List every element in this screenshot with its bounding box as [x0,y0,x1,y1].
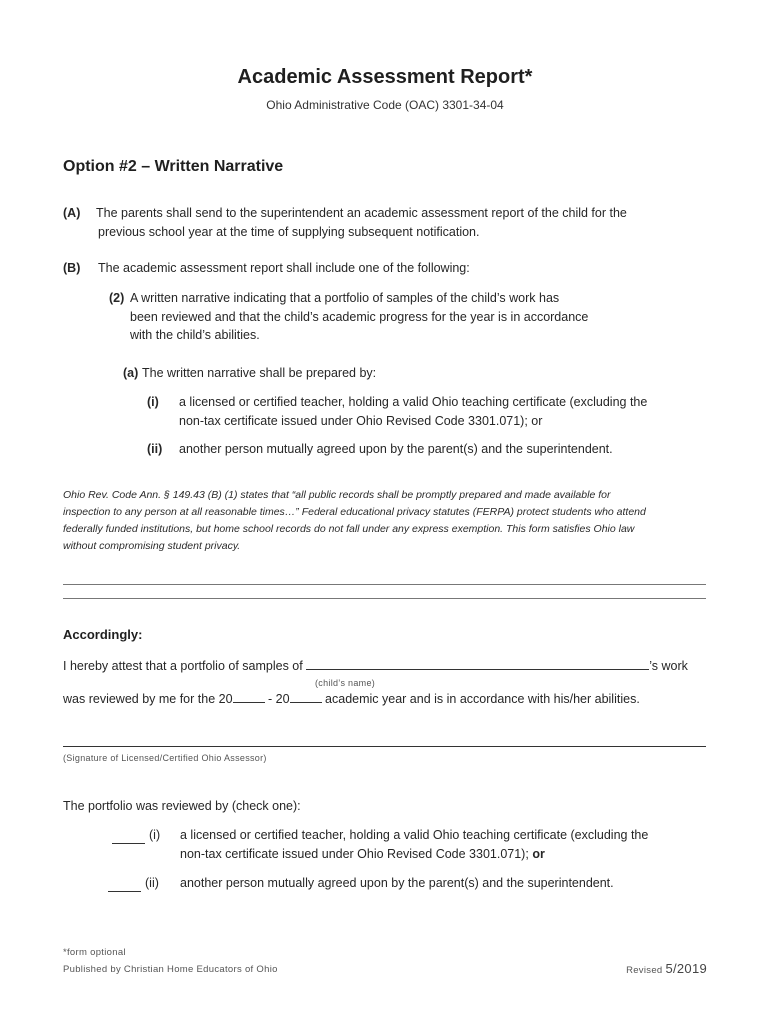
child-name-caption: (child’s name) [315,678,376,688]
check-option-2-text: another person mutually agreed upon by the parent(s) and the superintendent. [180,876,614,890]
start-year-field[interactable] [233,690,265,703]
section-heading: Option #2 – Written Narrative [63,158,284,175]
check-option-1-or: or [532,847,545,861]
item-b-text: The academic assessment report shall include one of the following: [98,261,470,275]
item-a-line2: previous school year at the time of supplying subsequent notification. [98,225,480,239]
check-intro: The portfolio was reviewed by (check one): [63,799,301,813]
signature-caption: (Signature of Licensed/Certified Ohio Assessor) [63,753,267,763]
footer-publisher: Published by Christian Home Educators of Ohio [63,964,278,975]
attestation-line2 [63,690,640,709]
attestation-line2-end: academic year and is in accordance with his/her abilities. [325,692,640,706]
attestation-line1 [63,657,688,676]
item-a-marker: (A) [63,206,81,220]
attestation-line2-mid: - 20 [268,692,290,706]
sub-i-line2: non-tax certificate issued under Ohio Revised Code 3301.071); or [179,414,543,428]
revised-label: Revised [626,965,663,976]
item-2-line3: with the child’s abilities. [130,328,260,342]
check-option-1-line1: a licensed or certified teacher, holding a valid Ohio teaching certificate (excluding the [180,828,649,842]
signature-field[interactable] [63,746,706,747]
divider-line-2 [63,598,706,599]
item-b-marker: (B) [63,261,81,275]
check-option-1-marker: (i) [149,828,161,842]
check-option-1-line2-text: non-tax certificate issued under Ohio Revised Code 3301.071); [180,847,529,861]
item-a-line1: The parents shall send to the superintendent an academic assessment report of the child for the [96,206,627,220]
attestation-line1-start: I hereby attest that a portfolio of samples of [63,659,303,673]
document-title: Academic Assessment Report* [237,66,533,88]
privacy-note-line4: without compromising student privacy. [63,540,241,552]
check-option-2-marker: (ii) [145,876,159,890]
attestation-heading: Accordingly: [63,627,143,642]
end-year-field[interactable] [290,690,322,703]
revised-year: 5/2019 [665,961,707,976]
divider-line-1 [63,584,706,585]
sub-ii-marker: (ii) [147,442,163,456]
revised-date [626,961,707,976]
sub-a-text: The written narrative shall be prepared by: [142,366,377,380]
sub-ii-text: another person mutually agreed upon by the parent(s) and the superintendent. [179,442,613,456]
item-2-marker: (2) [109,291,125,305]
attestation-line2-start: was reviewed by me for the 20 [63,692,233,706]
document-subtitle: Ohio Administrative Code (OAC) 3301-34-04 [266,98,504,112]
privacy-note-line1: Ohio Rev. Code Ann. § 149.43 (B) (1) states that “all public records shall be promptly prepared and made available for [63,489,611,501]
check-option-1-line2 [180,845,545,864]
privacy-note-line2: inspection to any person at all reasonable times…” Federal educational privacy statutes (FERPA) protect students who attend [63,506,646,518]
check-option-2-blank[interactable] [108,879,141,892]
privacy-note-line3: federally funded institutions, but home school records do not fall under any express exemption. This form satisfies Ohio law [63,523,635,535]
attestation-line1-end: ’s work [649,659,688,673]
sub-i-line1: a licensed or certified teacher, holding a valid Ohio teaching certificate (excluding the [179,395,648,409]
check-option-1-blank[interactable] [112,831,145,844]
sub-a-marker: (a) [123,366,139,380]
item-2-line1: A written narrative indicating that a portfolio of samples of the child’s work has [130,291,560,305]
footer-note: *form optional [63,947,126,958]
sub-i-marker: (i) [147,395,159,409]
item-2-line2: been reviewed and that the child’s academic progress for the year is in accordance [130,310,589,324]
child-name-field[interactable] [306,657,649,670]
